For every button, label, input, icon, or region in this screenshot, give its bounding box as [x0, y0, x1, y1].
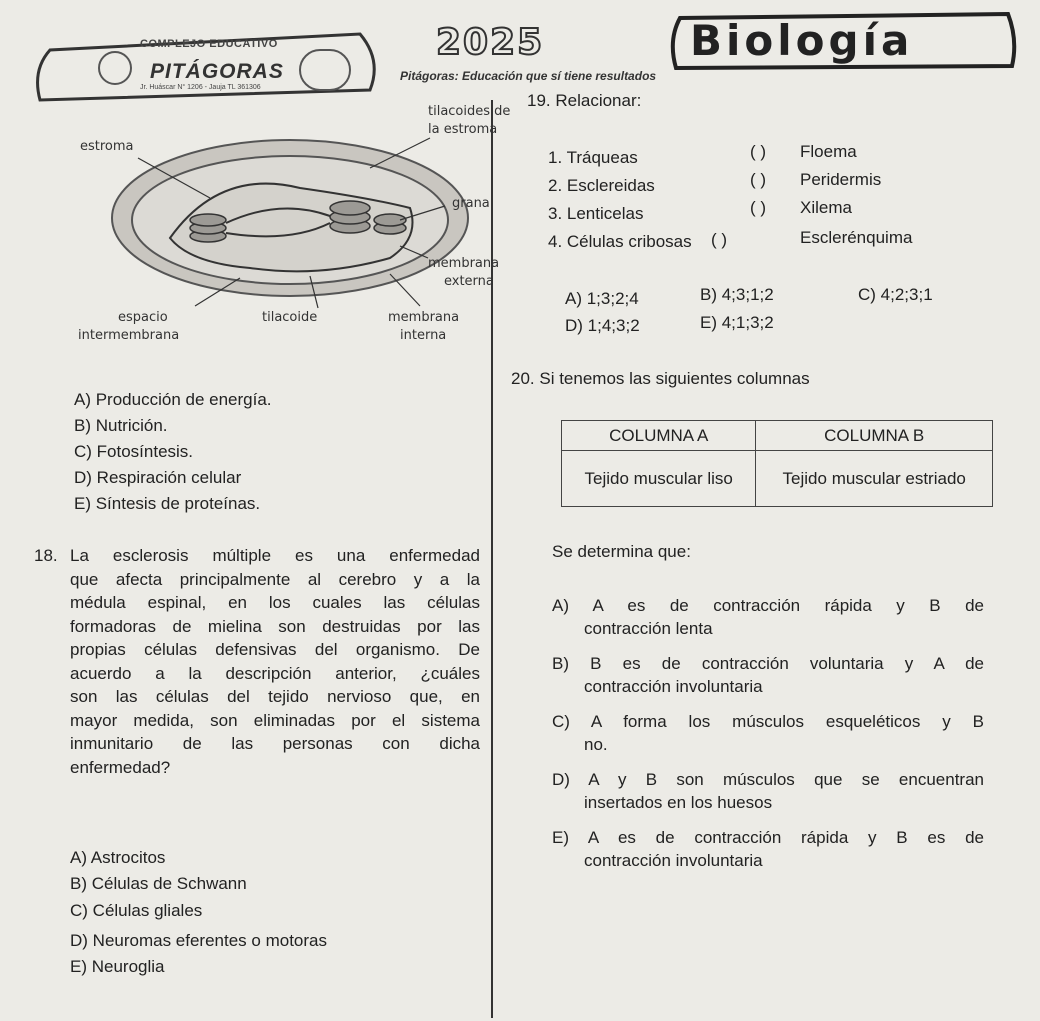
columns-table: [561, 420, 993, 507]
q20-option-d-line1: D) A y B son músculos que se encuentran: [552, 770, 984, 789]
q20-option-b[interactable]: [552, 652, 984, 698]
label-intermembrana: intermembrana: [78, 328, 180, 343]
table-cell-a: Tejido muscular liso: [562, 451, 756, 507]
q19-blank-4[interactable]: ( ): [711, 230, 728, 249]
q17-option-a[interactable]: A) Producción de energía.: [74, 390, 272, 409]
q20-option-a-line1: A) A es de contracción rápida y B de: [552, 596, 984, 615]
q19-left-item-2: 2. Esclereidas: [548, 176, 655, 195]
q20-option-d-line2: insertados en los huesos: [584, 793, 773, 812]
q18-question: [70, 544, 480, 779]
q18-line: enfermedad?: [70, 757, 171, 777]
q19-blank-1[interactable]: ( ): [750, 142, 767, 161]
school-name: PITÁGORAS: [150, 60, 284, 83]
q19-blank-3[interactable]: ( ): [750, 198, 767, 217]
label-grana: grana: [452, 196, 490, 211]
label-interna: interna: [400, 328, 447, 343]
slogan: Pitágoras: Educación que sí tiene resultados: [400, 69, 657, 83]
q20-option-d[interactable]: [552, 768, 984, 814]
q18-line: que afecta principalmente al cerebro y a la: [70, 569, 480, 589]
q18-line: médula espinal, en los cuales las células: [70, 593, 480, 612]
q19-right-item-2: Peridermis: [800, 170, 882, 189]
q18-line: La esclerosis múltiple es una enfermedad: [70, 546, 480, 565]
label-tilacoides: tilacoides de: [428, 104, 511, 119]
q20-option-e-line2: contracción involuntaria: [584, 851, 763, 870]
q18-option-b[interactable]: B) Células de Schwann: [70, 874, 247, 893]
q18-option-d[interactable]: D) Neuromas eferentes o motoras: [70, 931, 327, 950]
q20-title: 20. Si tenemos las siguientes columnas: [511, 369, 810, 388]
table-cell-b: Tejido muscular estriado: [756, 451, 993, 507]
chloroplast-diagram: [100, 128, 500, 338]
q19-title: 19. Relacionar:: [527, 91, 642, 110]
q20-prompt: Se determina que:: [552, 542, 691, 561]
label-membrana-externa: membrana: [428, 256, 500, 271]
q19-right-item-4: Esclerénquima: [800, 228, 913, 247]
q18-option-c[interactable]: C) Células gliales: [70, 901, 203, 920]
q17-option-c[interactable]: C) Fotosíntesis.: [74, 442, 194, 461]
label-espacio: espacio: [118, 310, 168, 325]
school-address: Jr. Huáscar N° 1206 - Jauja TL 361306: [140, 84, 261, 91]
label-estroma: estroma: [80, 139, 134, 154]
q19-blank-2[interactable]: ( ): [750, 170, 767, 189]
q20-option-c-line2: no.: [584, 735, 608, 754]
label-externa: externa: [444, 274, 494, 289]
year-title: 2025: [436, 22, 545, 63]
q18-line: mayor medida, son eliminadas por el sistema: [70, 710, 480, 730]
q18-option-e[interactable]: E) Neuroglia: [70, 957, 165, 976]
subject-title: Biología: [690, 16, 914, 65]
q18-line: son las células del tejido nervioso que, en: [70, 687, 480, 706]
school-top-text: COMPLEJO EDUCATIVO: [140, 38, 278, 50]
q19-answer-b[interactable]: B) 4;3;1;2: [700, 285, 774, 304]
q19-answer-c[interactable]: C) 4;2;3;1: [858, 285, 933, 304]
q19-left-item-1: 1. Tráqueas: [548, 148, 638, 167]
q18-option-a[interactable]: A) Astrocitos: [70, 848, 166, 867]
q17-option-b[interactable]: B) Nutrición.: [74, 416, 168, 435]
q19-answer-a[interactable]: A) 1;3;2;4: [565, 289, 639, 308]
q18-number: 18.: [34, 546, 58, 565]
q18-line: acuerdo a la descripción anterior, ¿cuáles: [70, 663, 480, 683]
label-la-estroma: la estroma: [428, 122, 498, 137]
q19-answer-e[interactable]: E) 4;1;3;2: [700, 313, 774, 332]
label-membrana-interna: membrana: [388, 310, 460, 325]
q20-option-b-line1: B) B es de contracción voluntaria y A de: [552, 654, 984, 673]
q20-option-a[interactable]: [552, 594, 984, 640]
table-header-b: COLUMNA B: [756, 421, 993, 451]
q18-line: propias células defensivas del organismo. De: [70, 640, 480, 659]
q19-left-item-3: 3. Lenticelas: [548, 204, 644, 223]
q20-option-e[interactable]: [552, 826, 984, 872]
q20-option-e-line1: E) A es de contracción rápida y B es de: [552, 828, 984, 847]
q19-left-item-4: 4. Células cribosas: [548, 232, 692, 251]
q20-option-c-line1: C) A forma los músculos esqueléticos y B: [552, 712, 984, 731]
q19-answer-d[interactable]: D) 1;4;3;2: [565, 316, 640, 335]
q17-option-d[interactable]: D) Respiración celular: [74, 468, 242, 487]
table-header-a: COLUMNA A: [562, 421, 756, 451]
q20-option-c[interactable]: [552, 710, 984, 756]
q17-option-e[interactable]: E) Síntesis de proteínas.: [74, 494, 261, 513]
q20-option-b-line2: contracción involuntaria: [584, 677, 763, 696]
label-tilacoide: tilacoide: [262, 310, 318, 325]
q20-option-a-line2: contracción lenta: [584, 619, 713, 638]
q19-right-item-3: Xilema: [800, 198, 852, 217]
q18-line: formadoras de mielina son destruidas por las: [70, 616, 480, 636]
q18-line: inmunitario de las personas con dicha: [70, 734, 480, 753]
q19-right-item-1: Floema: [800, 142, 857, 161]
